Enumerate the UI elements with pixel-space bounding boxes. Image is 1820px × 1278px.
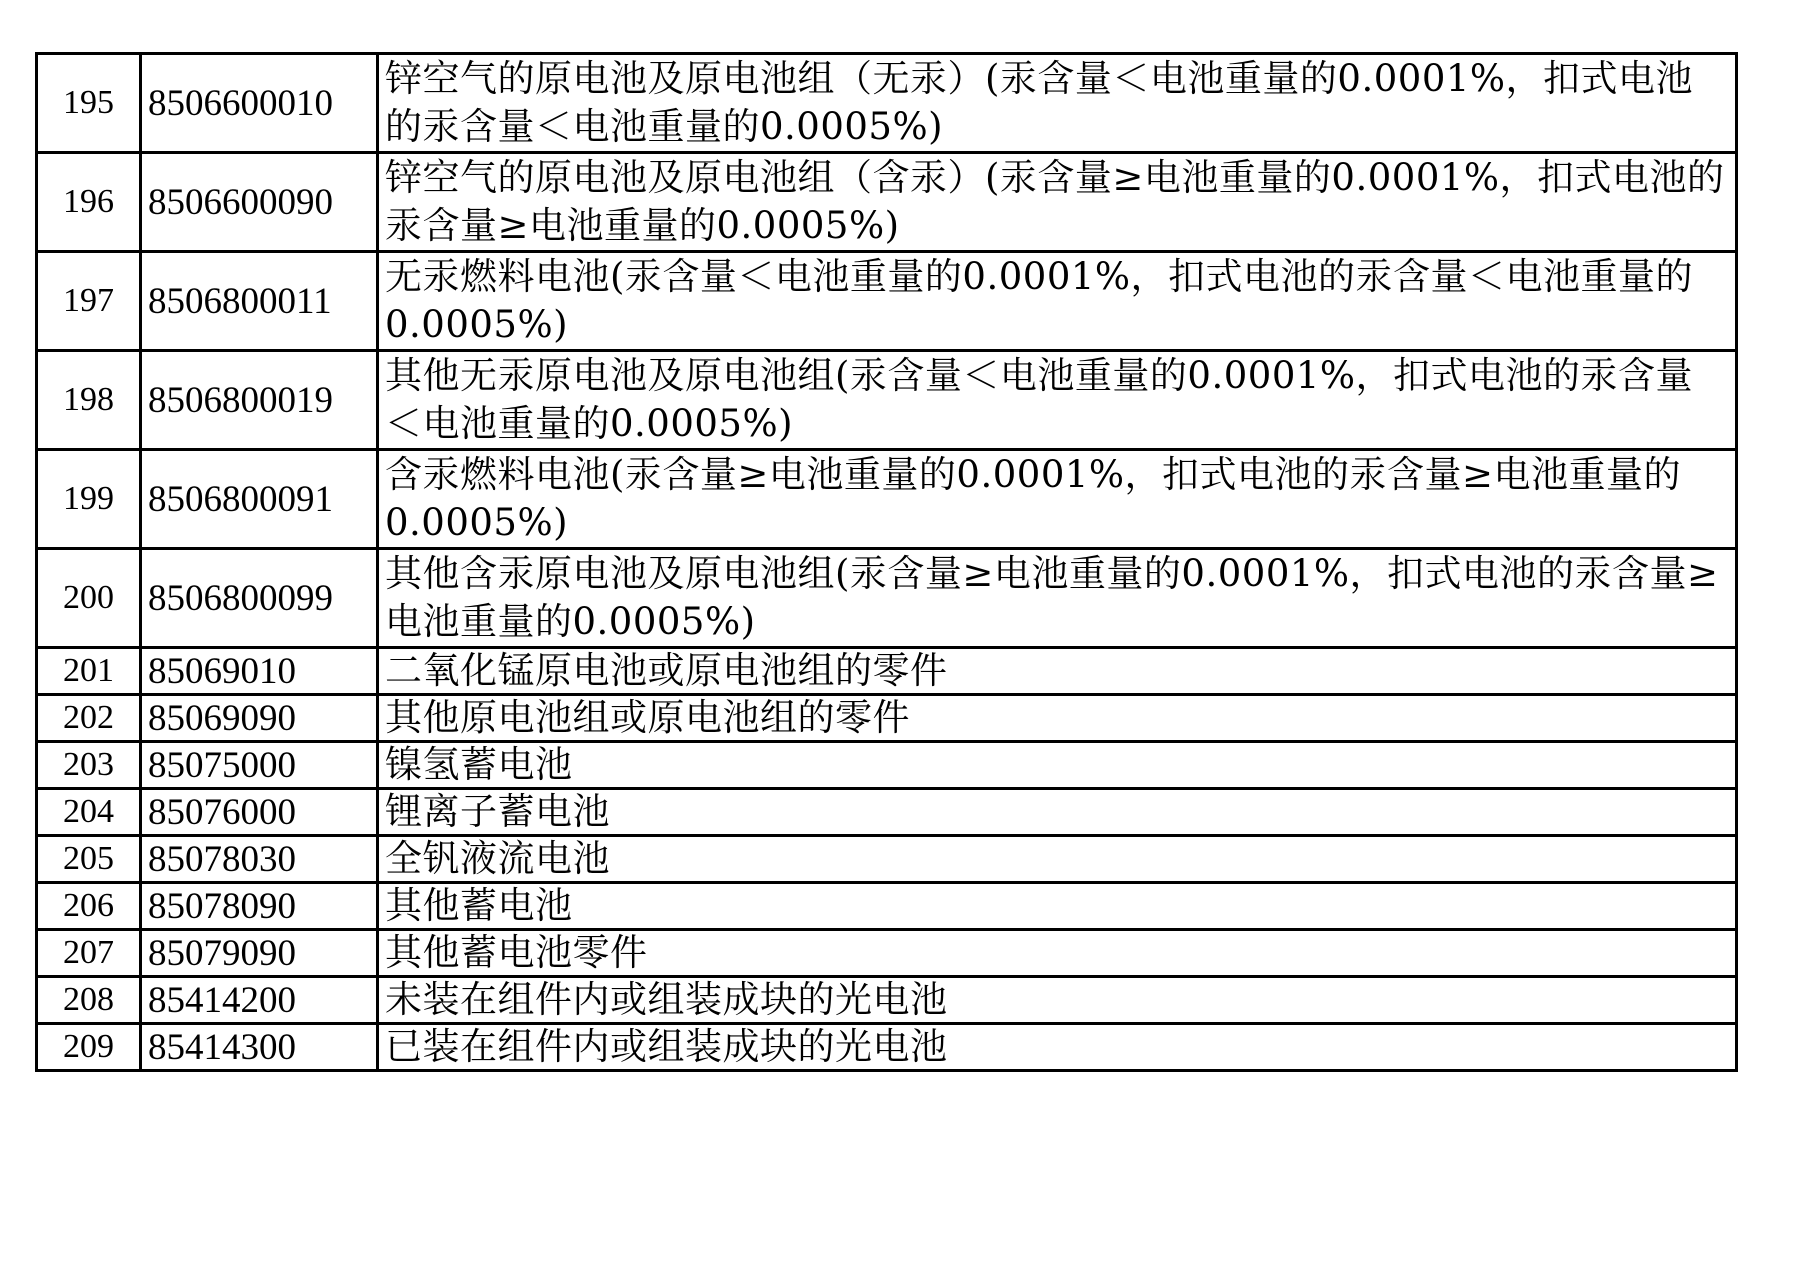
item-description: 其他原电池组或原电池组的零件 — [378, 695, 1737, 742]
hs-code: 8506600010 — [141, 54, 378, 153]
battery-code-table — [35, 52, 1738, 1072]
spreadsheet-page — [35, 52, 1735, 1072]
hs-code: 85079090 — [141, 930, 378, 977]
row-index: 198 — [37, 351, 141, 450]
item-description: 其他含汞原电池及原电池组(汞含量≥电池重量的0.0001%，扣式电池的汞含量≥电池重量的0.0005%) — [378, 549, 1737, 648]
table-row — [37, 252, 1737, 351]
hs-code: 8506800099 — [141, 549, 378, 648]
table-row — [37, 153, 1737, 252]
row-index: 202 — [37, 695, 141, 742]
row-index: 197 — [37, 252, 141, 351]
hs-code: 8506800011 — [141, 252, 378, 351]
row-index: 206 — [37, 883, 141, 930]
item-description: 含汞燃料电池(汞含量≥电池重量的0.0001%，扣式电池的汞含量≥电池重量的0.0005%) — [378, 450, 1737, 549]
row-index: 203 — [37, 742, 141, 789]
table-row — [37, 930, 1737, 977]
item-description: 其他蓄电池零件 — [378, 930, 1737, 977]
hs-code: 85069010 — [141, 648, 378, 695]
row-index: 205 — [37, 836, 141, 883]
item-description: 镍氢蓄电池 — [378, 742, 1737, 789]
table-row — [37, 54, 1737, 153]
item-description: 其他无汞原电池及原电池组(汞含量＜电池重量的0.0001%，扣式电池的汞含量＜电池重量的0.0005%) — [378, 351, 1737, 450]
table-row — [37, 648, 1737, 695]
table-row — [37, 742, 1737, 789]
table-row — [37, 789, 1737, 836]
hs-code: 85414300 — [141, 1024, 378, 1071]
table-row — [37, 836, 1737, 883]
hs-code: 85076000 — [141, 789, 378, 836]
row-index: 204 — [37, 789, 141, 836]
item-description: 锂离子蓄电池 — [378, 789, 1737, 836]
hs-code: 8506800091 — [141, 450, 378, 549]
item-description: 锌空气的原电池及原电池组（无汞）(汞含量＜电池重量的0.0001%，扣式电池的汞含量＜电池重量的0.0005%) — [378, 54, 1737, 153]
table-row — [37, 883, 1737, 930]
row-index: 199 — [37, 450, 141, 549]
table-row — [37, 351, 1737, 450]
item-description: 已装在组件内或组装成块的光电池 — [378, 1024, 1737, 1071]
item-description: 二氧化锰原电池或原电池组的零件 — [378, 648, 1737, 695]
hs-code: 85069090 — [141, 695, 378, 742]
hs-code: 85078030 — [141, 836, 378, 883]
row-index: 208 — [37, 977, 141, 1024]
item-description: 其他蓄电池 — [378, 883, 1737, 930]
hs-code: 85078090 — [141, 883, 378, 930]
table-row — [37, 977, 1737, 1024]
row-index: 196 — [37, 153, 141, 252]
table-row — [37, 549, 1737, 648]
row-index: 200 — [37, 549, 141, 648]
table-row — [37, 695, 1737, 742]
table-row — [37, 1024, 1737, 1071]
row-index: 195 — [37, 54, 141, 153]
item-description: 锌空气的原电池及原电池组（含汞）(汞含量≥电池重量的0.0001%，扣式电池的汞含量≥电池重量的0.0005%) — [378, 153, 1737, 252]
row-index: 201 — [37, 648, 141, 695]
row-index: 209 — [37, 1024, 141, 1071]
row-index: 207 — [37, 930, 141, 977]
hs-code: 8506600090 — [141, 153, 378, 252]
item-description: 全钒液流电池 — [378, 836, 1737, 883]
hs-code: 85414200 — [141, 977, 378, 1024]
hs-code: 85075000 — [141, 742, 378, 789]
table-row — [37, 450, 1737, 549]
item-description: 无汞燃料电池(汞含量＜电池重量的0.0001%，扣式电池的汞含量＜电池重量的0.0005%) — [378, 252, 1737, 351]
hs-code: 8506800019 — [141, 351, 378, 450]
item-description: 未装在组件内或组装成块的光电池 — [378, 977, 1737, 1024]
